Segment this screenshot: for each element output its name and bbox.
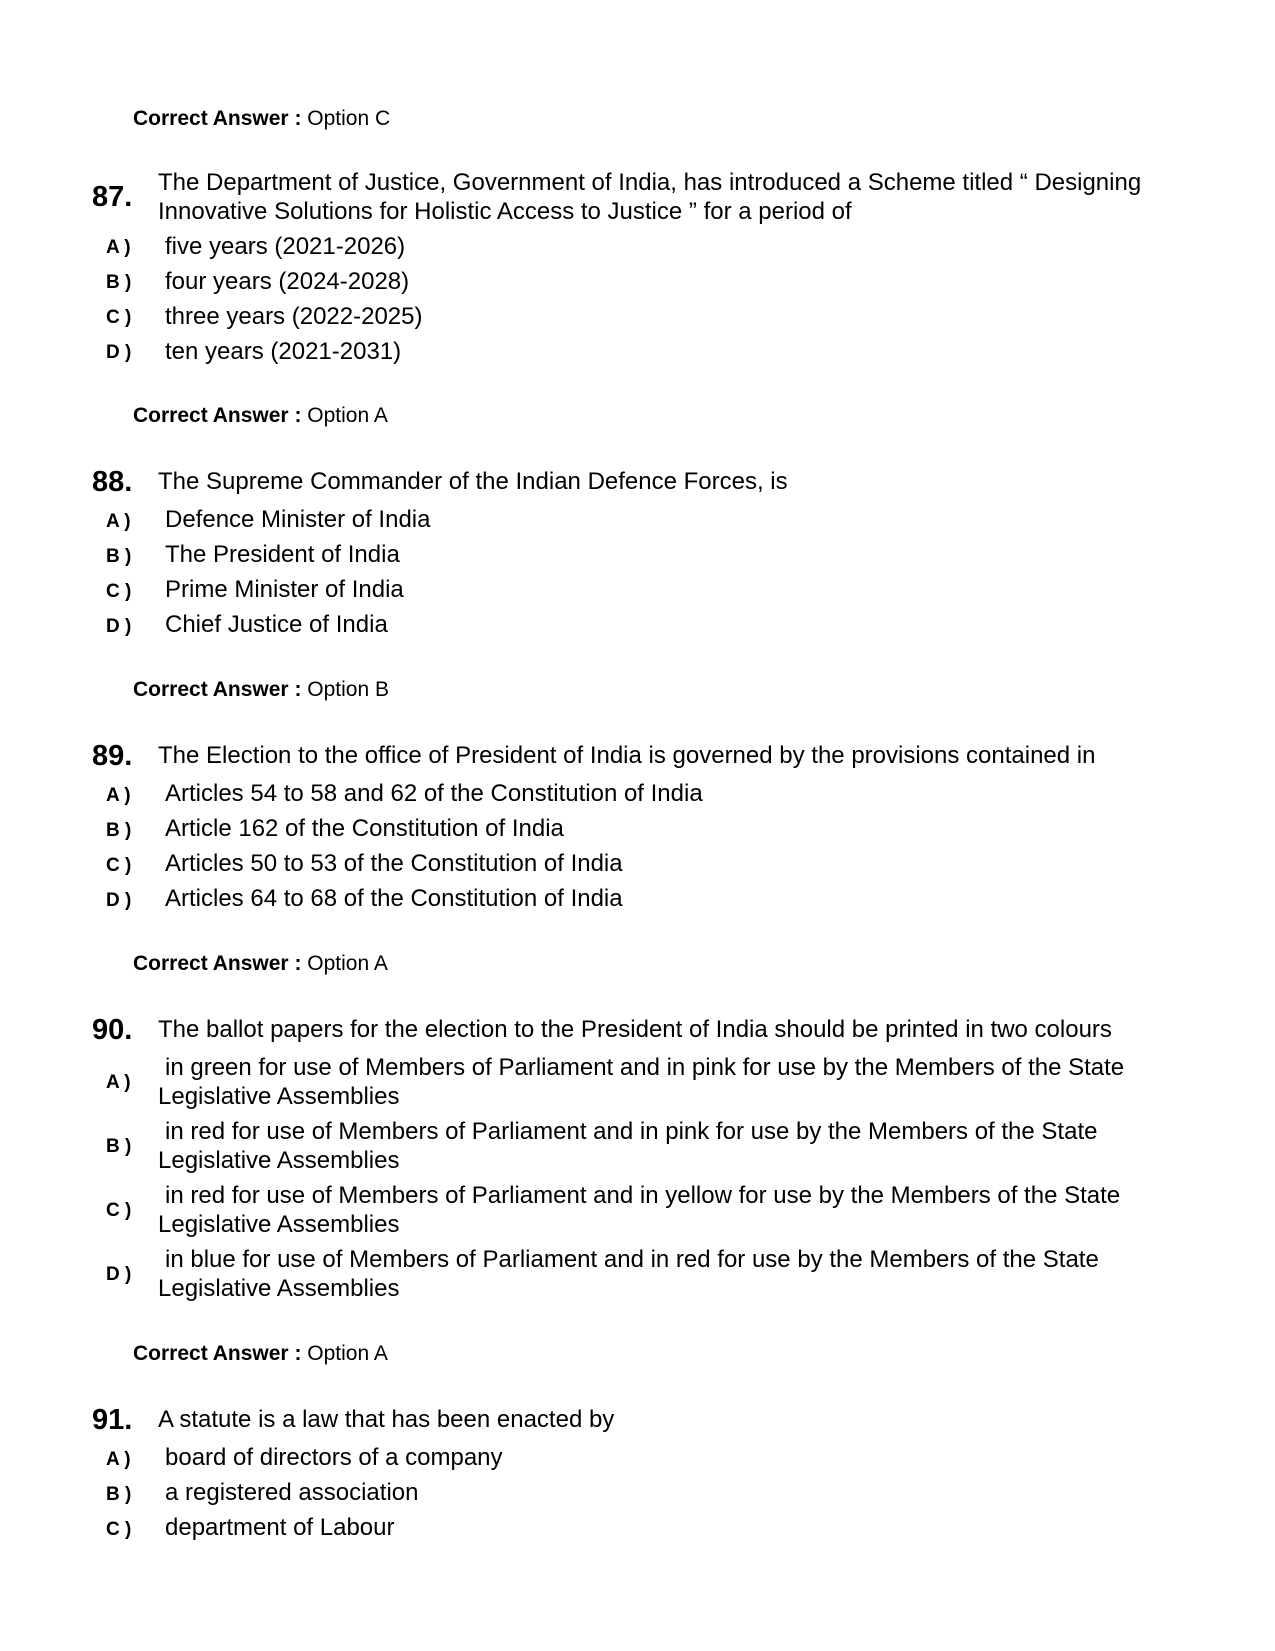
question-text: Innovative Solutions for Holistic Access to Justice ” for a period of: [158, 198, 852, 225]
option-text: Legislative Assemblies: [158, 1275, 400, 1302]
option-text: four years (2024-2028): [165, 268, 410, 295]
question-text: The ballot papers for the election to the President of India should be printed in two colours: [158, 1016, 1112, 1043]
option-text: five years (2021-2026): [165, 233, 406, 260]
question-number: 91.: [92, 1404, 133, 1436]
option-label: A ): [106, 785, 131, 806]
option-label: A ): [106, 511, 131, 532]
option-text: in red for use of Members of Parliament and in pink for use by the Members of the State: [165, 1118, 1098, 1145]
answer-label: Correct Answer :: [133, 1342, 302, 1365]
option-text: a registered association: [165, 1479, 419, 1506]
option-label: D ): [106, 1264, 132, 1285]
option-label: C ): [106, 1200, 132, 1221]
question-text: A statute is a law that has been enacted by: [158, 1406, 615, 1433]
answer-label: Correct Answer :: [133, 404, 302, 427]
option-text: three years (2022-2025): [165, 303, 423, 330]
answer-value: Option C: [307, 107, 391, 130]
answer-value: Option A: [307, 952, 388, 975]
option-label: A ): [106, 1449, 131, 1470]
option-label: A ): [106, 237, 131, 258]
answer-line: [133, 107, 390, 131]
question-number: 88.: [92, 466, 133, 498]
option-label: B ): [106, 272, 132, 293]
option-text: Articles 50 to 53 of the Constitution of India: [165, 850, 623, 877]
option-text: Legislative Assemblies: [158, 1211, 400, 1238]
option-text: Articles 54 to 58 and 62 of the Constitution of India: [165, 780, 703, 807]
answer-label: Correct Answer :: [133, 678, 302, 701]
question-text: The Supreme Commander of the Indian Defence Forces, is: [158, 468, 788, 495]
question-text: The Department of Justice, Government of India, has introduced a Scheme titled “ Designing: [158, 169, 1142, 196]
option-text: Defence Minister of India: [165, 506, 431, 533]
option-text: Article 162 of the Constitution of India: [165, 815, 564, 842]
question-number: 90.: [92, 1014, 133, 1046]
answer-line: [133, 404, 388, 428]
option-label: D ): [106, 342, 132, 363]
option-text: Chief Justice of India: [165, 611, 388, 638]
option-text: in red for use of Members of Parliament and in yellow for use by the Members of the State: [165, 1182, 1121, 1209]
option-label: C ): [106, 1519, 132, 1540]
answer-line: [133, 952, 388, 976]
answer-label: Correct Answer :: [133, 952, 302, 975]
option-text: Legislative Assemblies: [158, 1147, 400, 1174]
answer-value: Option B: [307, 678, 389, 701]
option-label: A ): [106, 1072, 131, 1093]
option-label: B ): [106, 546, 132, 567]
option-label: C ): [106, 855, 132, 876]
option-text: Legislative Assemblies: [158, 1083, 400, 1110]
answer-line: [133, 1342, 388, 1366]
answer-line: [133, 678, 389, 702]
question-number: 87.: [92, 181, 133, 213]
answer-label: Correct Answer :: [133, 107, 302, 130]
option-label: B ): [106, 1484, 132, 1505]
answer-value: Option A: [307, 404, 388, 427]
option-label: C ): [106, 307, 132, 328]
option-text: department of Labour: [165, 1514, 395, 1541]
answer-value: Option A: [307, 1342, 388, 1365]
option-label: C ): [106, 581, 132, 602]
option-text: The President of India: [165, 541, 400, 568]
question-text: The Election to the office of President of India is governed by the provisions contained in: [158, 742, 1096, 769]
option-text: board of directors of a company: [165, 1444, 503, 1471]
option-text: Prime Minister of India: [165, 576, 404, 603]
option-label: B ): [106, 1136, 132, 1157]
option-label: D ): [106, 890, 132, 911]
option-label: B ): [106, 820, 132, 841]
option-text: Articles 64 to 68 of the Constitution of India: [165, 885, 623, 912]
option-label: D ): [106, 616, 132, 637]
question-number: 89.: [92, 740, 133, 772]
option-text: ten years (2021-2031): [165, 338, 402, 365]
option-text: in blue for use of Members of Parliament and in red for use by the Members of the State: [165, 1246, 1099, 1273]
option-text: in green for use of Members of Parliament and in pink for use by the Members of the State: [165, 1054, 1125, 1081]
